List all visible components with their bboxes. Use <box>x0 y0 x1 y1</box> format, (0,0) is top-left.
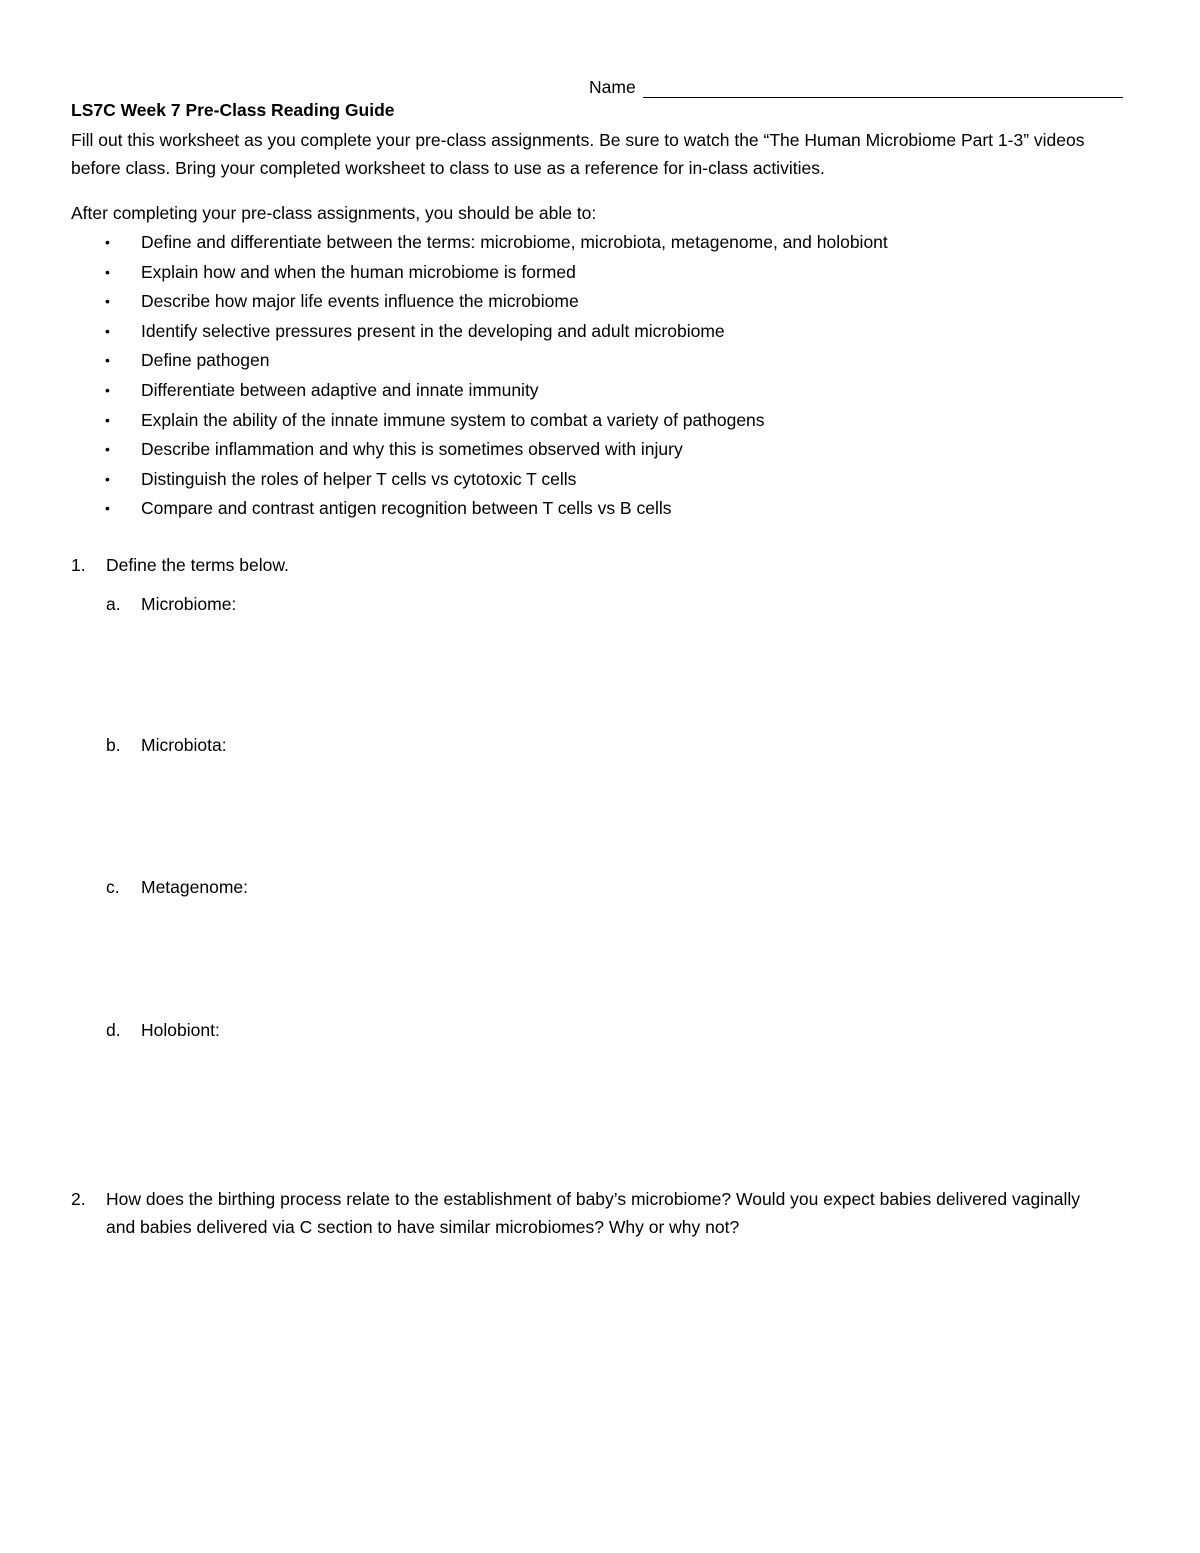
objective-text: Distinguish the roles of helper T cells vs cytotoxic T cells <box>141 468 577 489</box>
objective-text: Define and differentiate between the terms: microbiome, microbiota, metagenome, and holobiont <box>141 232 888 252</box>
intro-paragraph: Fill out this worksheet as you complete your pre-class assignments. Be sure to watch the “The Human Microbiome Part 1-3” videos before class. Bring your completed worksheet to class to use as a reference for in-class activities. <box>71 130 1085 178</box>
term-letter: d. <box>106 1020 121 1040</box>
term-letter: b. <box>106 735 121 755</box>
objective-text: Differentiate between adaptive and innate immunity <box>141 379 539 400</box>
objective-item <box>71 346 888 376</box>
objective-item <box>71 494 888 524</box>
bullet-icon: • <box>105 263 110 280</box>
objective-item <box>71 435 888 465</box>
bullet-icon: • <box>105 381 110 398</box>
term-label: Microbiota: <box>141 735 227 755</box>
objective-item <box>71 317 888 347</box>
name-blank-line <box>643 79 1123 98</box>
objective-text: Describe how major life events influence the microbiome <box>141 291 579 312</box>
objective-item <box>71 228 888 258</box>
objective-item <box>71 465 888 495</box>
name-field <box>589 74 1123 98</box>
bullet-icon: • <box>105 352 110 369</box>
objective-item <box>71 406 888 436</box>
bullet-icon: • <box>105 234 110 250</box>
objective-text: Explain the ability of the innate immune system to combat a variety of pathogens <box>141 409 765 430</box>
objective-text: Describe inflammation and why this is sometimes observed with injury <box>141 439 683 460</box>
worksheet-title: LS7C Week 7 Pre-Class Reading Guide <box>71 100 395 120</box>
bullet-icon: • <box>105 470 110 487</box>
bullet-icon: • <box>105 293 110 310</box>
question-text: Define the terms below. <box>106 555 289 575</box>
question-number: 1. <box>71 555 86 575</box>
objectives-lead: After completing your pre-class assignments, you should be able to: <box>71 203 597 223</box>
objective-text: Define pathogen <box>141 350 270 371</box>
term-label: Holobiont: <box>141 1020 220 1040</box>
objectives-list <box>71 228 888 524</box>
objective-item <box>71 376 888 406</box>
question-number: 2. <box>71 1189 86 1209</box>
bullet-icon: • <box>105 411 110 428</box>
term-label: Metagenome: <box>141 877 249 897</box>
objective-text: Explain how and when the human microbiome is formed <box>141 261 576 282</box>
term-letter: c. <box>106 877 120 897</box>
question-text: How does the birthing process relate to the establishment of baby’s microbiome? Would you expect babies delivered vaginally and babies delivered via C section to have similar microbiomes? Why or why not? <box>106 1189 1081 1237</box>
bullet-icon: • <box>105 322 110 339</box>
name-label: Name <box>589 77 636 97</box>
term-label: Microbiome: <box>141 594 237 614</box>
objective-item <box>71 287 888 317</box>
objective-text: Compare and contrast antigen recognition between T cells vs B cells <box>141 498 672 519</box>
objective-text: Identify selective pressures present in the developing and adult microbiome <box>141 320 725 341</box>
objective-item <box>71 258 888 288</box>
bullet-icon: • <box>105 500 110 517</box>
term-letter: a. <box>106 594 121 614</box>
bullet-icon: • <box>105 441 110 458</box>
